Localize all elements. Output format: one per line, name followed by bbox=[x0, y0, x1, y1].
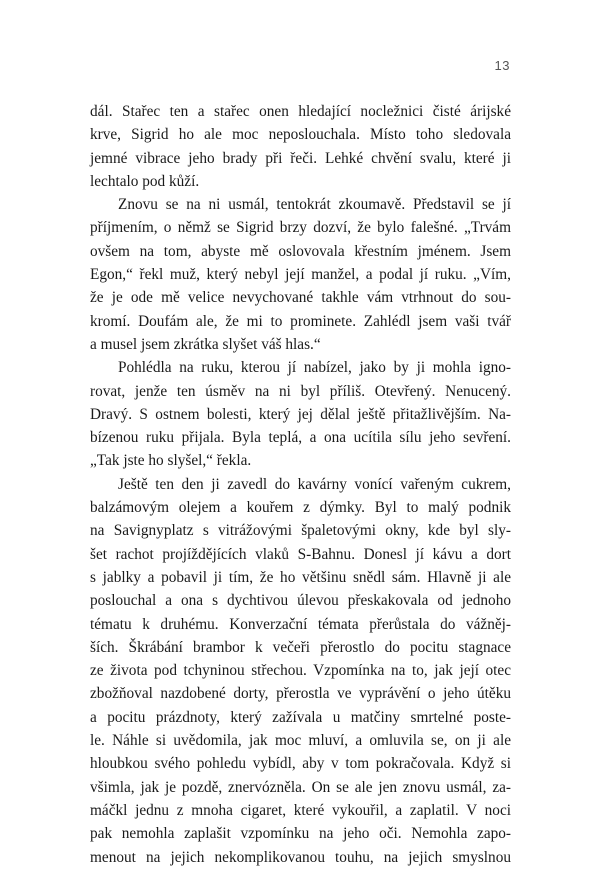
text-line: menout na jejich nekomplikovanou touhu, na jejich smyslnou bbox=[90, 848, 511, 866]
text-line: na Savignyplatz s vitrážovými špaletovými okny, kde byl sly- bbox=[90, 522, 511, 540]
text-line: máčkl jednu z mnoha cigaret, které vykouřil, a zaplatil. V noci bbox=[90, 801, 511, 819]
text-line: kromí. Doufám ale, že mi to prominete. Zahlédl jsem vaši tvář bbox=[90, 312, 511, 330]
body-text bbox=[90, 100, 511, 869]
text-line: ze života pod tchyninou střechou. Vzpomínka na to, jak její otec bbox=[90, 662, 511, 680]
text-line: hloubkou svého pohledu vybídl, aby v tom pokračovala. Když si bbox=[90, 755, 511, 773]
text-line: dál. Stařec ten a stařec onen hledající nocležnici čisté árijské bbox=[90, 103, 511, 120]
text-line: ších. Škrábání brambor k večeři přerostlo do pocitu stagnace bbox=[90, 638, 511, 656]
text-line: zbožňoval nazdobené dorty, přerostla ve vyprávění o jeho útěku bbox=[90, 685, 511, 703]
text-line: le. Náhle si uvědomila, jak moc mluví, a omluvila se, on ji ale bbox=[90, 732, 511, 750]
text-line: Egon,“ řekl muž, který nebyl její manžel, a podal jí ruku. „Vím, bbox=[90, 266, 511, 284]
paragraph bbox=[90, 193, 511, 356]
text-line: balzámovým olejem a kouřem z dýmky. Byl to malý podnik bbox=[90, 499, 511, 517]
text-line: lechtalo pod kůží. bbox=[90, 172, 200, 190]
text-line: krve, Sigrid ho ale moc neposlouchala. Místo toho sledovala bbox=[90, 126, 511, 144]
text-line: poslouchal a ona s dychtivou úlevou přeskakovala od jednoho bbox=[90, 592, 511, 610]
page-number: 13 bbox=[494, 58, 510, 73]
paragraph bbox=[90, 356, 511, 472]
text-line: Pohlédla na ruku, kterou jí nabízel, jako by ji mohla igno- bbox=[118, 359, 511, 377]
paragraph bbox=[90, 100, 511, 193]
text-line: Ještě ten den ji zavedl do kavárny vonící vařeným cukrem, bbox=[118, 475, 511, 493]
paragraph bbox=[90, 473, 511, 869]
text-line: všimla, jak je pozdě, znervózněla. On se ale jen znovu usmál, za- bbox=[90, 778, 511, 796]
text-line: bízenou ruku přijala. Byla teplá, a ona ucítila sílu jeho sevření. bbox=[90, 429, 511, 447]
text-line: že je ode mě velice nevychované takhle vám vtrhnout do sou- bbox=[90, 289, 511, 307]
text-line: Znovu se na ni usmál, tentokrát zkoumavě. Představil se jí bbox=[118, 196, 511, 214]
text-line: jemné vibrace jeho brady při řeči. Lehké chvění svalu, které ji bbox=[90, 149, 511, 167]
text-line: tématu k druhému. Konverzační témata přerůstala do vážněj- bbox=[90, 615, 511, 633]
text-line: rovat, jenže ten úsměv na ni byl příliš. Otevřený. Nenucený. bbox=[90, 382, 511, 400]
text-line: s jablky a pobavil ji tím, že ho většinu snědl sám. Hlavně ji ale bbox=[90, 568, 511, 586]
text-line: a pocitu prázdnoty, který zažívala u matčiny smrtelné poste- bbox=[90, 708, 511, 726]
text-line: příjmením, o němž se Sigrid brzy dozví, že bylo falešné. „Trvám bbox=[90, 219, 511, 237]
text-line: ovšem na tom, abyste mě oslovovala křestním jménem. Jsem bbox=[90, 242, 511, 260]
text-line: pak nemohla zaplašit vzpomínku na jeho oči. Nemohla zapo- bbox=[90, 825, 511, 843]
text-line: a musel jsem zkrátka slyšet váš hlas.“ bbox=[90, 335, 321, 353]
text-line: „Tak jste ho slyšel,“ řekla. bbox=[90, 452, 252, 470]
text-line: šet rachot projíždějících vlaků S-Bahnu. Donesl jí kávu a dort bbox=[90, 545, 511, 563]
text-line: Dravý. S ostnem bolesti, který jej dělal ještě přitažlivějším. Na- bbox=[90, 405, 511, 423]
